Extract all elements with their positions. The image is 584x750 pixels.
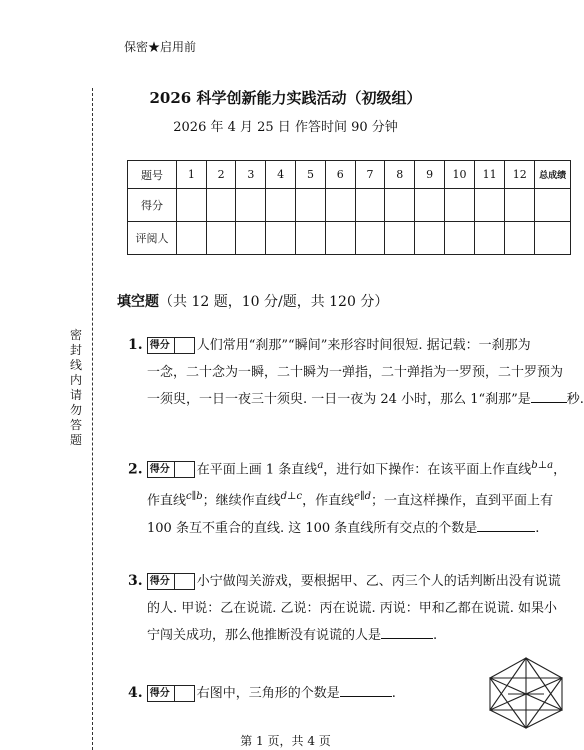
score-box-label: 得分 — [149, 576, 170, 587]
score-box — [147, 337, 195, 354]
col-1: 1 — [176, 161, 206, 189]
math-expression: a — [317, 460, 324, 471]
col-3: 3 — [236, 161, 266, 189]
score-cell[interactable] — [535, 189, 571, 222]
question-text: ， — [553, 462, 567, 478]
answer-blank[interactable] — [340, 682, 392, 697]
score-cell[interactable] — [415, 189, 445, 222]
score-cell[interactable] — [296, 189, 326, 222]
answer-blank[interactable] — [477, 517, 535, 532]
question-number: 3. — [128, 573, 143, 589]
score-table-header-row — [128, 161, 571, 189]
reviewer-cell[interactable] — [355, 222, 385, 255]
reviewer-cell[interactable] — [325, 222, 355, 255]
score-cell[interactable] — [385, 189, 415, 222]
reviewer-cell[interactable] — [415, 222, 445, 255]
question-text: . — [391, 686, 396, 701]
question-text: ，作直线 — [302, 493, 355, 509]
question-number: 4. — [128, 685, 143, 701]
score-cell[interactable] — [505, 189, 535, 222]
score-cell[interactable] — [475, 189, 505, 222]
reviewer-cell[interactable] — [505, 222, 535, 255]
reviewer-cell[interactable] — [444, 222, 474, 255]
col-5: 5 — [296, 161, 326, 189]
col-total: 总成绩 — [535, 161, 571, 189]
question-1 — [128, 332, 584, 413]
score-box — [147, 461, 195, 478]
question-text: ；一直这样操作，直到平面上有 — [371, 493, 554, 509]
question-text: 在平面上画 1 条直线 — [196, 462, 318, 478]
question-text: 小宁做闯关游戏，要根据甲、乙、丙三个人的话判断出没有说谎 — [196, 574, 561, 589]
question-3 — [128, 568, 561, 649]
question-text: 右图中，三角形的个数是 — [196, 686, 340, 701]
question-2 — [128, 452, 566, 542]
question-text: 一须臾，一日一夜三十须臾. 一日一夜为 24 小时，那么 1“刹那”是 — [147, 392, 531, 407]
score-cell[interactable] — [444, 189, 474, 222]
binding-warning: 密封线内请勿答题 — [69, 328, 82, 447]
score-box-label: 得分 — [149, 688, 170, 699]
reviewer-cell[interactable] — [266, 222, 296, 255]
question-text: 秒. — [566, 392, 584, 407]
answer-blank[interactable] — [381, 624, 433, 639]
math-expression: b⊥a — [531, 460, 554, 471]
score-table-reviewer-row — [128, 222, 571, 255]
col-11: 11 — [475, 161, 505, 189]
score-cell[interactable] — [325, 189, 355, 222]
reviewer-cell[interactable] — [296, 222, 326, 255]
score-box-label: 得分 — [149, 464, 170, 476]
score-table — [127, 160, 571, 255]
section-detail: （共 12 题，10 分/题，共 120 分） — [159, 294, 389, 310]
row-label-score: 得分 — [128, 189, 177, 222]
confidential-label: 保密★启用前 — [124, 40, 197, 54]
score-box — [147, 573, 195, 590]
question-text: 作直线 — [147, 493, 187, 509]
reviewer-cell[interactable] — [236, 222, 266, 255]
question-text: . — [535, 520, 540, 536]
math-expression: c∥b — [186, 491, 203, 503]
col-2: 2 — [206, 161, 236, 189]
col-6: 6 — [325, 161, 355, 189]
section-heading — [117, 291, 388, 311]
score-cell[interactable] — [266, 189, 296, 222]
math-expression: e∥d — [354, 491, 372, 503]
score-table-score-row — [128, 189, 571, 222]
question-text: . — [433, 628, 438, 643]
question-text: 宁闯关成功，那么他推断没有说谎的人是 — [147, 628, 382, 643]
question-number: 2. — [128, 461, 143, 478]
col-7: 7 — [355, 161, 385, 189]
question-text: 人们常用“刹那”“瞬间”来形容时间很短. 据记载：一刹那为 — [196, 338, 531, 353]
question-text: 一念，二十念为一瞬，二十瞬为一弹指，二十弹指为一罗预，二十罗预为 — [147, 365, 564, 380]
score-cell[interactable] — [206, 189, 236, 222]
score-cell[interactable] — [176, 189, 206, 222]
score-cell[interactable] — [236, 189, 266, 222]
question-text: ；继续作直线 — [202, 493, 281, 509]
score-box-label: 得分 — [149, 340, 170, 351]
col-9: 9 — [415, 161, 445, 189]
col-8: 8 — [385, 161, 415, 189]
col-10: 10 — [444, 161, 474, 189]
exam-date-time: 2026 年 4 月 25 日 作答时间 90 分钟 — [173, 120, 398, 135]
col-12: 12 — [505, 161, 535, 189]
page-title: 2026 科学创新能力实践活动（初级组） — [149, 89, 422, 107]
row-label-reviewer: 评阅人 — [128, 222, 177, 255]
reviewer-cell[interactable] — [176, 222, 206, 255]
reviewer-cell[interactable] — [385, 222, 415, 255]
reviewer-cell[interactable] — [475, 222, 505, 255]
question-text: ，进行如下操作：在该平面上作直线 — [323, 462, 532, 478]
reviewer-cell[interactable] — [535, 222, 571, 255]
binding-line — [92, 88, 93, 750]
score-cell[interactable] — [355, 189, 385, 222]
score-box — [147, 685, 195, 702]
question-text: 的人. 甲说：乙在说谎. 乙说：丙在说谎. 丙说：甲和乙都在说谎. 如果小 — [147, 601, 558, 616]
answer-blank[interactable] — [531, 388, 567, 403]
question-4 — [128, 680, 396, 707]
question-text: 100 条互不重合的直线. 这 100 条直线所有交点的个数是 — [147, 520, 478, 536]
col-4: 4 — [266, 161, 296, 189]
page-footer: 第 1 页，共 4 页 — [240, 734, 331, 748]
row-label-question: 题号 — [128, 161, 177, 189]
question-number: 1. — [128, 337, 143, 353]
reviewer-cell[interactable] — [206, 222, 236, 255]
section-title: 填空题 — [117, 294, 159, 310]
math-expression: d⊥c — [280, 491, 303, 503]
triangle-figure — [486, 656, 566, 730]
